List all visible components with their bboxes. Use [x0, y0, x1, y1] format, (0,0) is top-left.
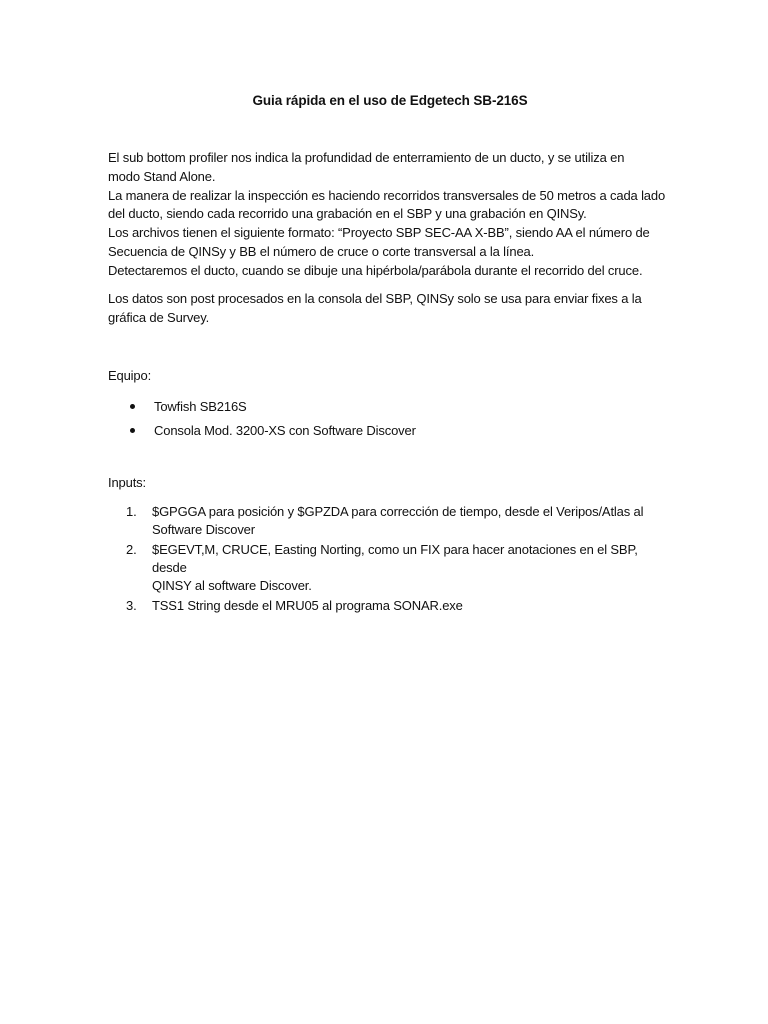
document-title: Guia rápida en el uso de Edgetech SB-216S: [252, 93, 528, 108]
list-item: [126, 503, 666, 539]
input-item-line: $GPGGA para posición y $GPZDA para corrección de tiempo, desde el Veripos/Atlas al: [152, 504, 644, 519]
list-number: 1.: [126, 504, 137, 519]
equipo-item-label: Towfish SB216S: [154, 399, 247, 414]
processing-paragraph: [108, 290, 668, 328]
list-number: 2.: [126, 542, 137, 557]
equipo-list: [128, 397, 416, 445]
list-item: [128, 421, 416, 440]
intro-line: Los archivos tienen el siguiente formato: “Proyecto SBP SEC-AA X-BB”, siendo AA el número de: [108, 225, 650, 241]
equipo-item-label: Consola Mod. 3200-XS con Software Discover: [154, 423, 416, 438]
list-number: 3.: [126, 598, 137, 613]
input-item-line: $EGEVT,M, CRUCE, Easting Norting, como un FIX para hacer anotaciones en el SBP, desde: [152, 542, 638, 575]
intro-paragraph: [108, 149, 668, 281]
inputs-list: [126, 503, 666, 617]
bullet-icon: [130, 404, 135, 409]
input-item-line: QINSY al software Discover.: [152, 578, 312, 593]
intro-line: La manera de realizar la inspección es haciendo recorridos transversales de 50 metros a cada lado: [108, 187, 666, 203]
intro-line: Detectaremos el ducto, cuando se dibuje una hipérbola/parábola durante el recorrido del cruce.: [108, 262, 643, 278]
processing-line: Los datos son post procesados en la consola del SBP, QINSy solo se usa para enviar fixes a la: [108, 291, 642, 306]
processing-line: gráfica de Survey.: [108, 309, 210, 325]
list-item: [126, 597, 666, 615]
intro-line: modo Stand Alone.: [108, 168, 216, 184]
inputs-heading: Inputs:: [108, 475, 146, 490]
list-item: [128, 397, 416, 416]
input-item-line: TSS1 String desde el MRU05 al programa SONAR.exe: [152, 598, 463, 613]
equipo-heading: Equipo:: [108, 368, 152, 383]
bullet-icon: [130, 428, 135, 433]
input-item-line: Software Discover: [152, 522, 255, 537]
intro-line: Secuencia de QINSy y BB el número de cruce o corte transversal a la línea.: [108, 243, 535, 259]
list-item: [126, 541, 666, 595]
intro-line: El sub bottom profiler nos indica la profundidad de enterramiento de un ducto, y se utiliza en: [108, 150, 625, 165]
intro-line: del ducto, siendo cada recorrido una grabación en el SBP y una grabación en QINSy.: [108, 206, 587, 222]
